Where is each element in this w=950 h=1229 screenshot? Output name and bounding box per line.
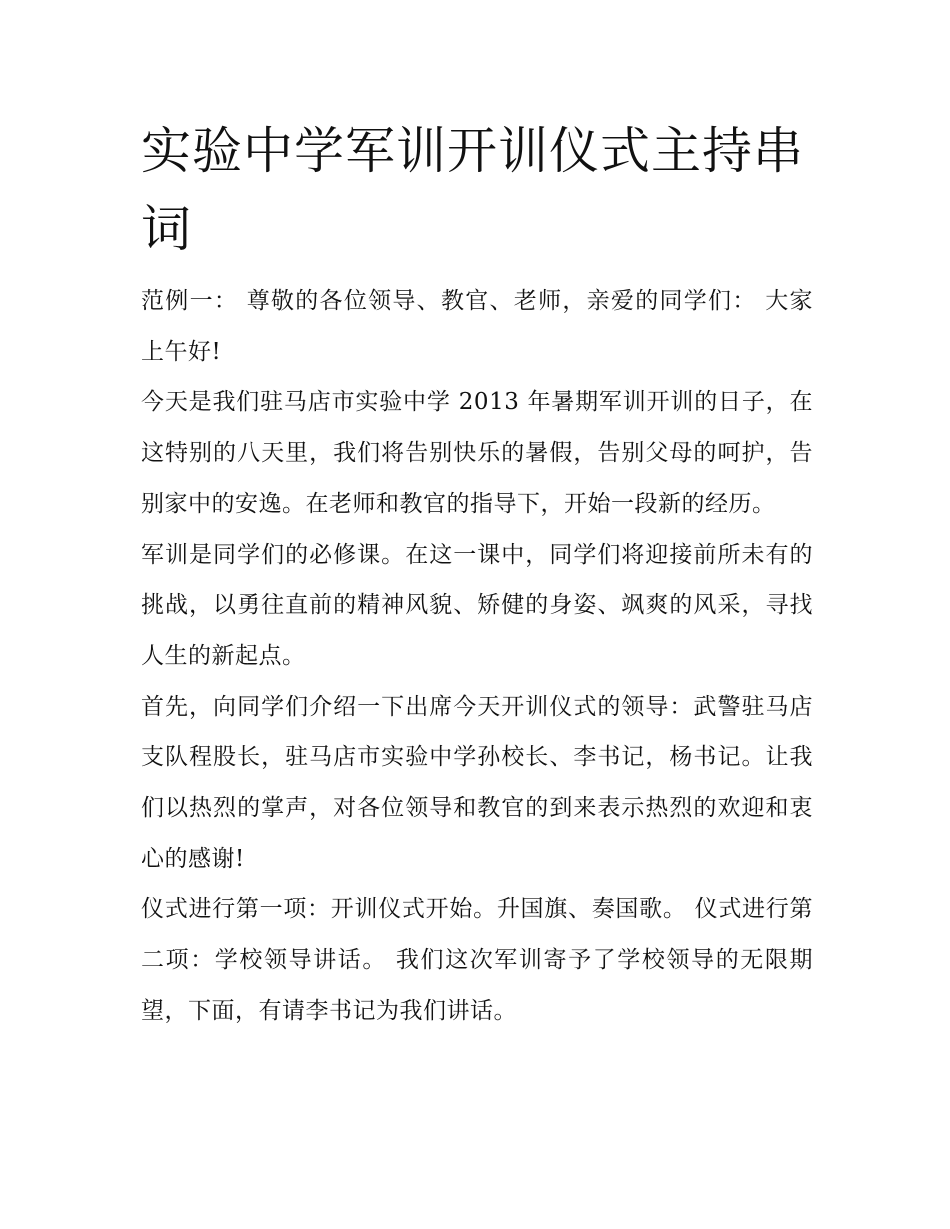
paragraph-ceremony: 仪式进行第一项：开训仪式开始。升国旗、奏国歌。 仪式进行第二项：学校领导讲话。 我们这次军训寄予了学校领导的无限期望，下面，有请李书记为我们讲话。 xyxy=(141,896,813,1024)
paragraph-military-training: 军训是同学们的必修课。在这一课中，同学们将迎接前所未有的挑战，以勇往直前的精神风貌、矫健的身姿、飒爽的风采，寻找人生的新起点。 xyxy=(141,541,813,669)
paragraph-leaders: 首先，向同学们介绍一下出席今天开训仪式的领导：武警驻马店支队程股长，驻马店市实验中学孙校长、李书记，杨书记。让我们以热烈的掌声，对各位领导和教官的到来表示热烈的欢迎和衷心的感谢! xyxy=(141,693,813,872)
paragraph-greeting: 范例一： 尊敬的各位领导、教官、老师，亲爱的同学们： 大家上午好! xyxy=(141,288,813,365)
document-body xyxy=(141,276,813,1037)
paragraph-intro: 今天是我们驻马店市实验中学 2013 年暑期军训开训的日子，在这特别的八天里，我们将告别快乐的暑假，告别父母的呵护，告别家中的安逸。在老师和教官的指导下，开始一段新的经历。 xyxy=(141,389,813,517)
document-title: 实验中学军训开训仪式主持串词 xyxy=(141,122,804,258)
